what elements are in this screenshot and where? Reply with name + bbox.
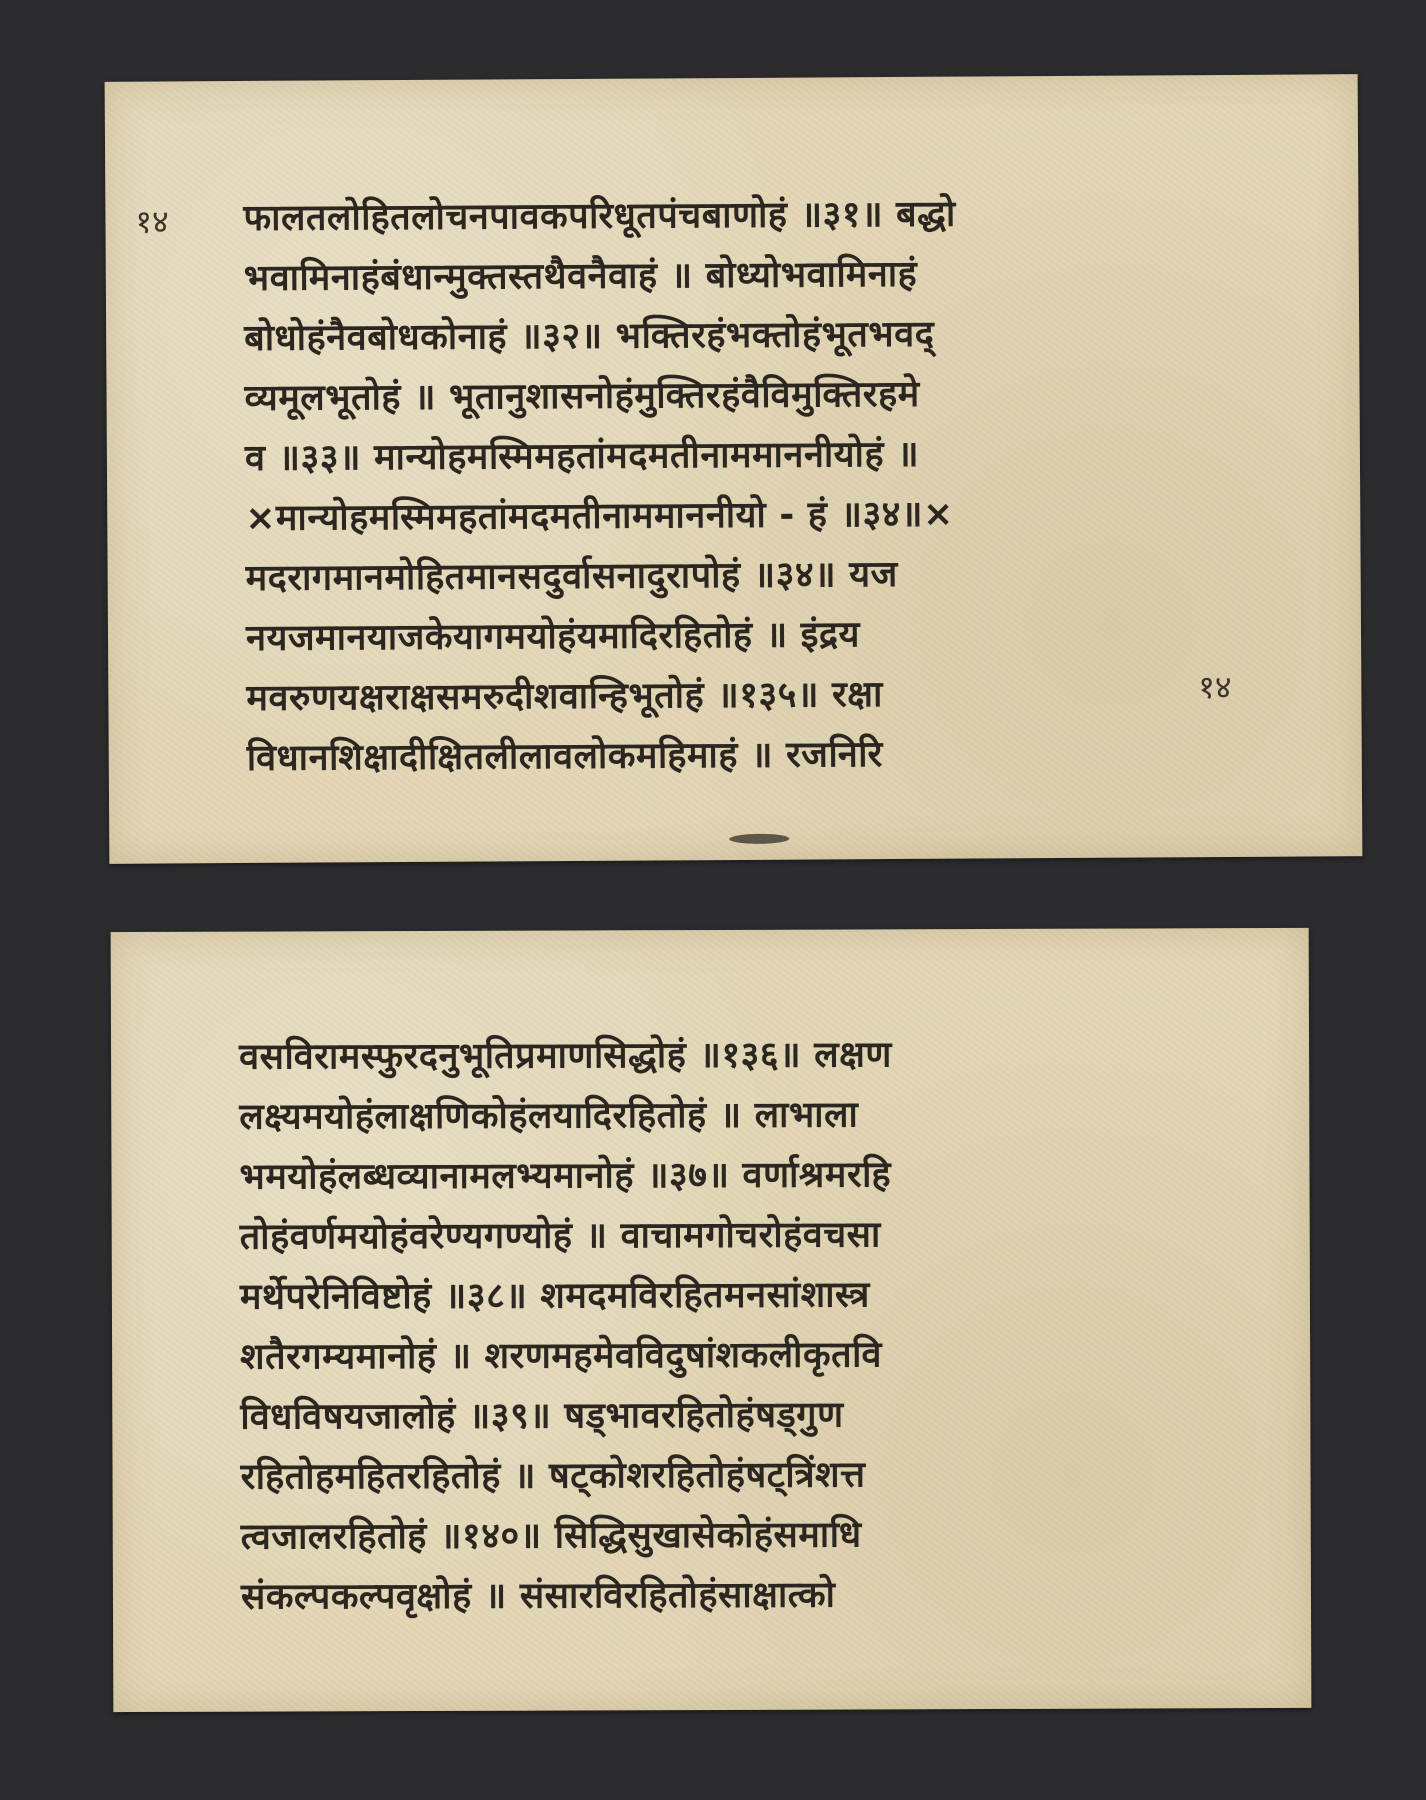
manuscript-line: व्यमूलभूतोहं ॥ भूतानुशासनोहंमुक्तिरहंवैविमुक्तिरहमे <box>244 373 920 419</box>
manuscript-line: मदरागमानमोहितमानसदुर्वासनादुरापोहं ॥३४॥ यज <box>245 553 898 599</box>
manuscript-line: भवामिनाहंबंधान्मुक्तस्तथैवनैवाहं ॥ बोध्योभवामिनाहं <box>243 253 918 299</box>
folio-bottom-text <box>111 1024 1311 1628</box>
folio-number-right: १४ <box>1198 667 1232 707</box>
manuscript-line: मर्थेपरेनिविष्टोहं ॥३८॥ शमदमविरहितमनसांशास्त्र <box>239 1274 870 1318</box>
manuscript-line: रहितोहमहितरहितोहं ॥ षट्कोशरहितोहंषट्त्रिंशत्त <box>240 1454 866 1498</box>
manuscript-line: बोधोहंनैवबोधकोनाहं ॥३२॥ भक्तिरहंभक्तोहंभूतभवद् <box>244 313 935 359</box>
manuscript-line: विधानशिक्षादीक्षितलीलावलोकमहिमाहं ॥ रजनिरि <box>246 734 883 779</box>
manuscript-line: नयजमानयाजकेयागमयोहंयमादिरहितोहं ॥ इंद्रय <box>245 614 861 659</box>
ink-smudge <box>729 834 789 844</box>
manuscript-folio-top <box>105 74 1363 864</box>
manuscript-line: भमयोहंलब्धव्यानामलभ्यमानोहं ॥३७॥ वर्णाश्रमरहि <box>239 1154 892 1198</box>
manuscript-folio-bottom <box>111 928 1312 1712</box>
folio-top-text <box>105 182 1362 790</box>
manuscript-line: व ॥३३॥ मान्योहमस्मिमहतांमदमतीनाममाननीयोहं ॥ <box>244 433 920 479</box>
manuscript-line: तोहंवर्णमयोहंवरेण्यगण्योहं ॥ वाचामगोचरोहंवचसा <box>239 1214 881 1258</box>
manuscript-line: शतैरगम्यमानोहं ॥ शरणमहमेवविदुषांशकलीकृतवि <box>240 1334 883 1378</box>
manuscript-line: त्वजालरहितोहं ॥१४०॥ सिद्धिसुखासेकोहंसमाधि <box>240 1514 862 1558</box>
manuscript-line: ×मान्योहमस्मिमहतांमदमतीनाममाननीयो - हं ॥३४॥× <box>245 493 954 539</box>
manuscript-line: फालतलोहितलोचनपावकपरिधूतपंचबाणोहं ॥३१॥ बद्धो <box>243 193 956 239</box>
manuscript-line: लक्ष्यमयोहंलाक्षणिकोहंलयादिरहितोहं ॥ लाभाला <box>239 1094 859 1138</box>
manuscript-line: विधविषयजालोहं ॥३९॥ षड्भावरहितोहंषड्गुण <box>240 1394 844 1438</box>
manuscript-line: संकल्पकल्पवृक्षोहं ॥ संसारविरहितोहंसाक्षात्को <box>240 1574 836 1618</box>
manuscript-line: मवरुणयक्षराक्षसमरुदीशवान्हिभूतोहं ॥१३५॥ रक्षा <box>246 674 884 719</box>
folio-number-left: १४ <box>135 202 169 241</box>
manuscript-line: वसविरामस्फुरदनुभूतिप्रमाणसिद्धोहं ॥१३६॥ लक्षण <box>239 1034 892 1078</box>
